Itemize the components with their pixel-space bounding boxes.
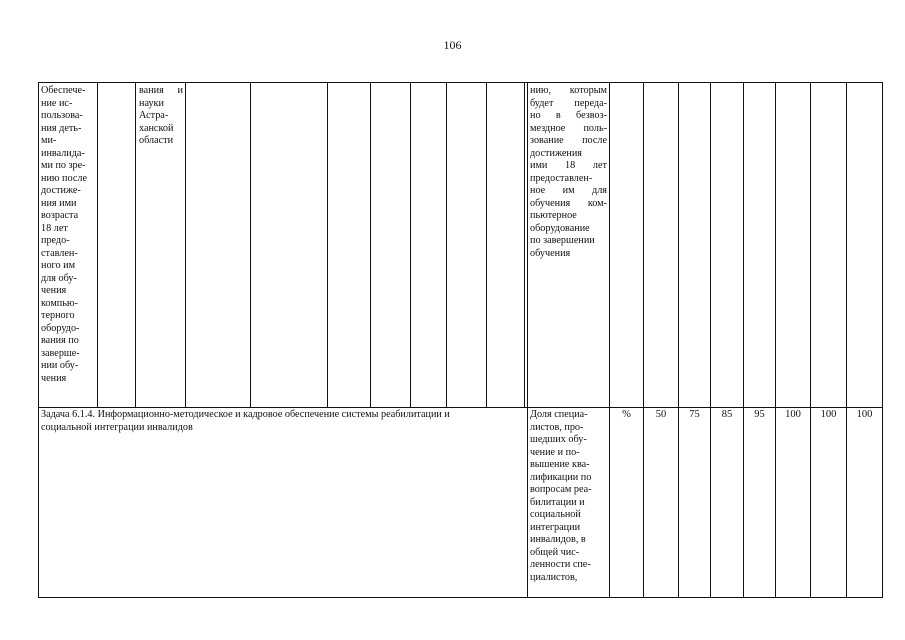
col-border	[882, 82, 883, 598]
text-line: пьютерное	[530, 210, 577, 221]
text-line: нию, которым	[530, 85, 607, 96]
text-line: для обу-	[41, 272, 77, 284]
text-line: шедших обу-	[530, 434, 587, 445]
col-border	[185, 82, 186, 407]
text-line: вания и	[139, 85, 183, 96]
text-line: 18 лет	[41, 222, 68, 234]
executor-cell	[139, 85, 183, 148]
col-border	[370, 82, 371, 407]
text-line: науки	[139, 97, 164, 109]
text-line: возраста	[41, 210, 79, 221]
text-line: инвалидов, в	[530, 534, 586, 545]
row-divider	[38, 407, 883, 408]
table-bottom-border	[38, 597, 883, 598]
table-top-border	[38, 82, 883, 83]
col-border	[527, 82, 528, 598]
page-number: 106	[443, 38, 462, 52]
text-line: чения	[41, 372, 67, 384]
text-line: Обеспече-	[41, 85, 86, 96]
col-border	[327, 82, 328, 407]
text-line: инвалида-	[41, 147, 85, 159]
col-border	[250, 82, 251, 407]
col-border	[410, 82, 411, 407]
text-line: ставлен-	[41, 247, 78, 259]
text-line: пользова-	[41, 110, 83, 121]
program-table	[38, 82, 883, 598]
text-line: билитации и	[530, 496, 585, 508]
text-line: заверше-	[41, 347, 80, 359]
col-border	[135, 82, 136, 407]
text-line: вышение ква-	[530, 459, 590, 470]
col-border	[486, 82, 487, 407]
text-line: ного им	[41, 260, 76, 271]
text-line: нии обу-	[41, 360, 79, 371]
text-line: вания по	[41, 335, 79, 346]
text-line: достиже-	[41, 185, 81, 196]
text-line: нию после	[41, 172, 87, 184]
text-line: зование после	[530, 135, 607, 146]
text-line: но в безвоз-	[530, 110, 607, 121]
indicator-cell	[530, 409, 607, 584]
col-border	[524, 82, 525, 407]
text-line: ния деть-	[41, 122, 82, 134]
text-line: ими 18 лет	[530, 160, 607, 171]
value-cell: 100	[856, 409, 873, 420]
col-border	[643, 82, 644, 598]
text-line: ханской	[139, 122, 174, 134]
text-line: обучения	[530, 247, 571, 259]
col-border	[678, 82, 679, 598]
text-line: Доля специа-	[530, 409, 588, 420]
value-cell: 100	[785, 409, 801, 420]
text-line: мездное поль-	[530, 122, 607, 134]
col-border	[38, 82, 39, 598]
col-border	[743, 82, 744, 598]
value-cell: 75	[689, 409, 700, 420]
text-line: ми-	[41, 135, 57, 146]
col-border	[710, 82, 711, 598]
task-title-line: социальной интеграции инвалидов	[41, 421, 193, 433]
value-cell: 50	[655, 409, 667, 420]
text-line: обучения ком-	[530, 197, 607, 209]
value-cell: 100	[820, 409, 837, 420]
col-border	[97, 82, 98, 407]
value-cell: 95	[754, 409, 765, 420]
text-line: интеграции	[530, 521, 581, 533]
text-line: будет переда-	[530, 97, 607, 109]
text-line: предо-	[41, 235, 70, 246]
text-line: ное им для	[530, 185, 607, 196]
col-border	[810, 82, 811, 598]
text-line: предоставлен-	[530, 172, 593, 184]
text-line: ния ими	[41, 197, 77, 209]
text-line: оборудование	[530, 222, 590, 234]
text-line: ленности спе-	[530, 559, 591, 570]
text-line: Астра-	[139, 110, 169, 121]
text-line: терного	[41, 310, 75, 321]
text-line: циалистов,	[530, 571, 578, 583]
task-title-line: Задача 6.1.4. Информационно-методическое и кадровое обеспечение системы реабилитации и	[41, 409, 450, 420]
text-line: социальной	[530, 509, 581, 520]
col-border	[609, 82, 610, 598]
unit-cell: %	[622, 409, 631, 420]
text-line: чения	[41, 285, 67, 296]
indicator-cell	[530, 85, 607, 260]
text-line: чение и по-	[530, 446, 580, 458]
text-line: ми по зре-	[41, 160, 86, 171]
text-line: лификации по	[530, 471, 592, 483]
text-line: оборудо-	[41, 322, 80, 334]
text-line: ние ис-	[41, 97, 73, 109]
text-line: общей чис-	[530, 546, 580, 558]
text-line: достижения	[530, 147, 582, 159]
text-line: компью-	[41, 297, 78, 309]
measure-name-cell	[41, 85, 95, 385]
col-border	[446, 82, 447, 407]
task-heading-cell	[41, 409, 525, 434]
text-line: вопросам реа-	[530, 484, 592, 495]
value-cell: 85	[721, 409, 733, 420]
col-border	[846, 82, 847, 598]
text-line: по завершении	[530, 235, 595, 246]
col-border	[775, 82, 776, 598]
text-line: области	[139, 135, 174, 146]
text-line: листов, про-	[530, 421, 584, 433]
